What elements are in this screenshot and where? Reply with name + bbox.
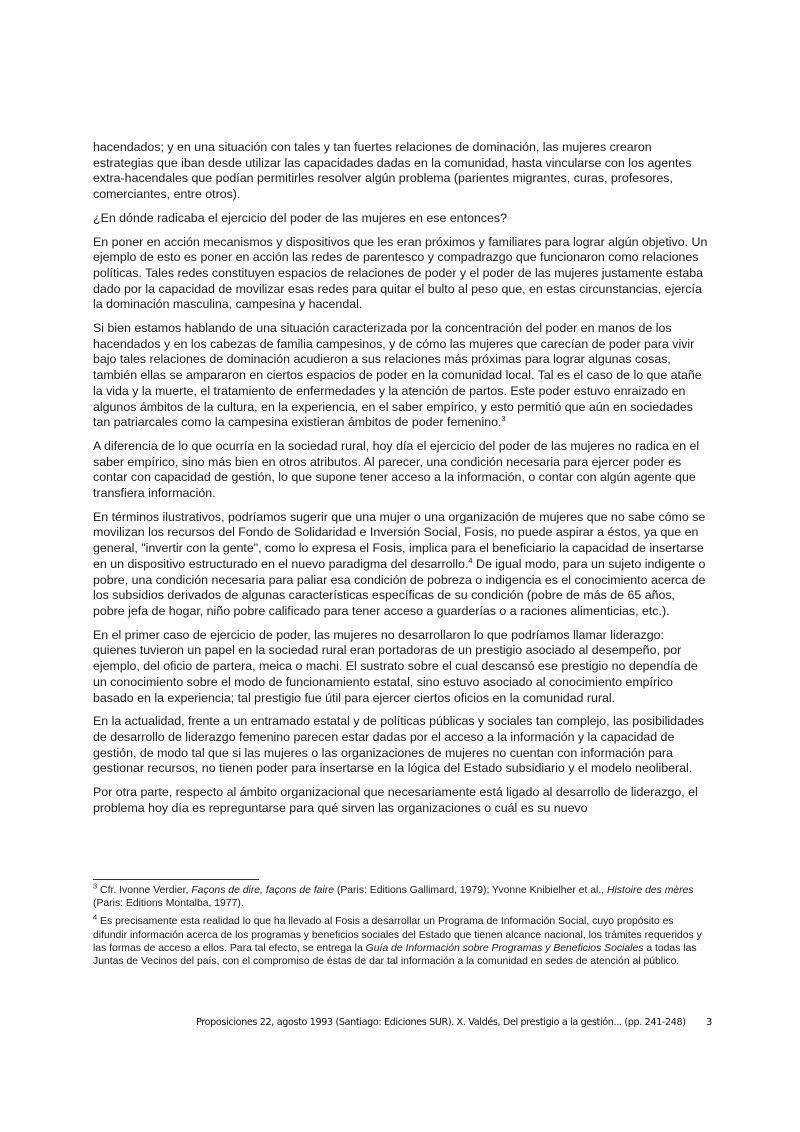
- paragraph: hacendados; y en una situación con tales y tan fuertes relaciones de dominación, las mujeres crearon estrategias que iban desde utilizar las capacidades dadas en la comunidad, hasta vincularse con los agentes extra-hacendales que podían permitirles resolver algún problema (parientes migrantes, curas, profesores, comerciantes, entre otros).: [93, 140, 692, 202]
- footnotes: [93, 881, 709, 973]
- footnote-separator: [93, 879, 259, 880]
- footnote-number: 3: [93, 881, 98, 891]
- footnote: $^3$ Cfr. Ivonne Verdier, Façons de dire, façons de faire (Paris: Editions Gallimard, 1979); Yvonne Knibielher et al., Histoire des mères (Paris: Editions Montalba, 1977).: [93, 881, 694, 910]
- page-number: 3: [705, 1017, 712, 1028]
- title-italic: Guía de Información sobre Programas y Beneficios Sociales: [365, 942, 644, 954]
- paragraph: A diferencia de lo que ocurría en la sociedad rural, hoy día el ejercicio del poder de las mujeres no radica en el saber empírico, sino más bien en otros atributos. Al parecer, una condición necesaria para ejercer poder es contar con capacidad de gestión, lo que supone tener acceso a la información, o contar con algún agente que transfiera información.: [93, 438, 700, 501]
- paragraph: En el primer caso de ejercicio de poder, las mujeres no desarrollaron lo que podríamos llamar liderazgo: quienes tuvieron un papel en la sociedad rural eran portadoras de un prestigio asociado al desempeño, por ejemplo, del oficio de partera, meica o machi. El sustrato sobre el cual descansó ese prestigio no dependía de un conocimiento sobre el modo de funcionamiento estatal, sino estuvo asociado al conocimiento empírico basado en la experiencia; tal prestigio fue útil para ejercer ciertos oficios en la comunidad rural.: [93, 627, 698, 705]
- paragraph: Si bien estamos hablando de una situación caracterizada por la concentración del poder en manos de los hacendados y en los cabezas de familia campesinos, y de cómo las mujeres que carecían de poder para vivir bajo tales relaciones de dominación acudieron a sus relaciones más próximas para lograr algunas cosas, también ellas se ampararon en ciertos espacios de poder en la comunidad local. Tal es el caso de lo que atañe la vida y la muerte, el tratamiento de enfermedades y la atención de partos. Este poder estuvo enraizado en algunos ámbitos de la cultura, en la experiencia, en el saber empírico, y esto permitió que aún en sociedades tan patriarcales como la campesina existieran ámbitos de poder femenino.$^3$: [93, 321, 702, 430]
- footnote-ref: 3: [501, 414, 506, 424]
- paragraph: Por otra parte, respecto al ámbito organizacional que necesariamente está ligado al desarrollo de liderazgo, el problema hoy día es repreguntarse para qué sirven las organizaciones o cuál es su nuevo: [93, 785, 698, 815]
- paragraph: En la actualidad, frente a un entramado estatal y de políticas públicas y sociales tan complejo, las posibilidades de desarrollo de liderazgo femenino parecen estar dadas por el acceso a la información y la capacidad de gestión, de modo tal que si las mujeres o las organizaciones de mujeres no cuentan con información para gestionar recursos, no tienen poder para insertarse en la lógica del Estado subsidiario y el modelo neoliberal.: [93, 714, 704, 776]
- paragraph: ¿En dónde radicaba el ejercicio del poder de las mujeres en ese entonces?: [93, 210, 507, 225]
- paragraph: En términos ilustrativos, podríamos sugerir que una mujer o una organización de mujeres que no sabe cómo se movilizan los recursos del Fondo de Solidaridad e Inversión Social, Fosis, no puede aspirar a éstos, ya que en general, "invertir con la gente", como lo expresa el Fosis, implica para el beneficiario la capacidad de insertarse en un dispositivo estructurado en el nuevo paradigma del desarrollo.$^4$ De igual modo, para un sujeto indigente o pobre, una condición necesaria para paliar esa condición de pobreza o indigencia es el conocimiento acerca de los subsidios derivados de algunas características específicas de su condición (pobre de más de 65 años, pobre jefa de hogar, niño pobre calificado para tener acceso a guarderías o a raciones alimenticias, etc.).: [93, 509, 706, 618]
- footnote-ref: 4: [468, 555, 473, 565]
- page-footer: [196, 1017, 712, 1028]
- footnote-number: 4: [93, 912, 98, 922]
- paragraph: En poner en acción mecanismos y dispositivos que les eran próximos y familiares para lograr algún objetivo. Un ejemplo de esto es poner en acción las redes de parentesco y compadrazgo que funcionaron como relaciones políticas. Tales redes constituyen espacios de relaciones de poder y el poder de las mujeres justamente estaba dado por la capacidad de movilizar esas redes para quitar el bulto al peso que, en estas circunstancias, ejercía la dominación masculina, campesina y hacendal.: [93, 234, 708, 312]
- title-italic: Histoire des mères: [607, 885, 694, 896]
- footer-citation: Proposiciones 22, agosto 1993 (Santiago: Ediciones SUR). X. Valdés, Del prestigio a la gestión... (pp. 241-248): [196, 1017, 686, 1028]
- body-text: [93, 140, 709, 824]
- footnote: $^4$ Es precisamente esta realidad lo que ha llevado al Fosis a desarrollar un Programa de Información Social, cuyo propósito es difundir información acerca de los programas y beneficios sociales del Estado que tienen alcance nacional, los trámites requeridos y las formas de acceso a ellos. Para tal efecto, se entrega la Guía de Información sobre Programas y Beneficios Sociales a todas las Juntas de Vecinos del país, con el compromiso de éstas de dar tal información a la comunidad en sedes de atención al público.: [93, 912, 702, 968]
- title-italic: Façons de dire, façons de faire: [191, 885, 334, 896]
